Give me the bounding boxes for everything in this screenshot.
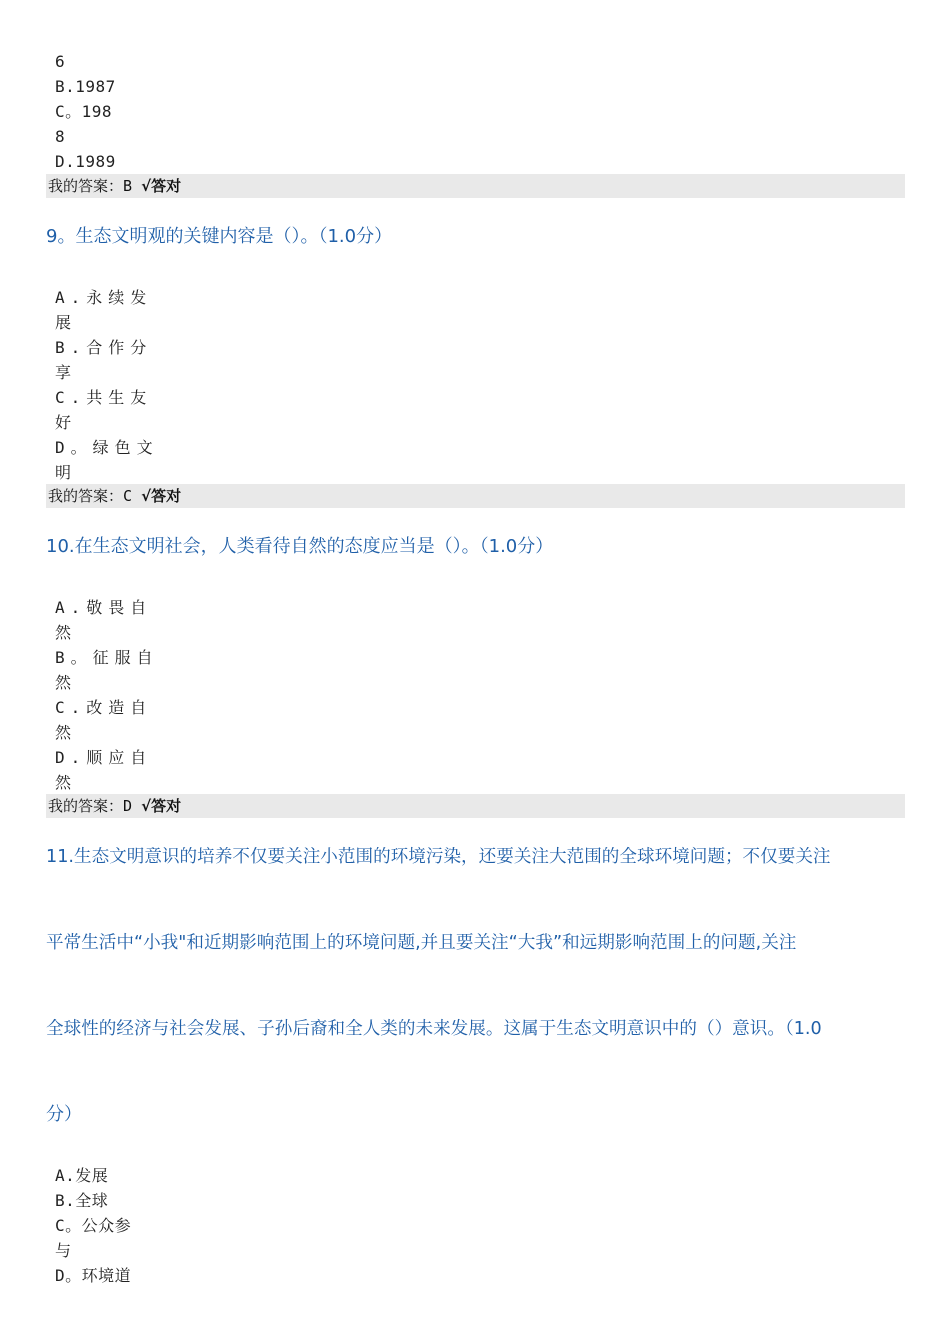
option-line: A.永续发 (55, 288, 153, 307)
question-title-line: 平常生活中“小我"和近期影响范围上的环境问题,并且要关注“大我”和远期影响范围上的问题,关注 (46, 933, 797, 953)
option-line: B.1987 (55, 77, 116, 96)
option-line: 8 (55, 127, 66, 146)
question-title: 9。生态文明观的关键内容是（）。（1.0分） (46, 226, 393, 247)
option-line: A.发展 (55, 1166, 109, 1185)
option-line: C.共生友 (55, 388, 153, 407)
option-line: C.改造自 (55, 698, 153, 717)
answer-label: 我的答案：B (48, 177, 142, 195)
option-line: A.敬畏自 (55, 598, 153, 617)
option-line: C。公众参 (55, 1216, 132, 1235)
my-answer (48, 796, 181, 816)
option-line: B。征服自 (55, 648, 159, 667)
answer-label: 我的答案：D (48, 797, 142, 815)
correct-verdict: √答对 (141, 177, 182, 195)
option-line: D。环境道 (55, 1266, 132, 1285)
option-line: 6 (55, 52, 66, 71)
option-line: D.顺应自 (55, 748, 153, 767)
my-answer (48, 486, 181, 506)
option-line: B.合作分 (55, 338, 153, 357)
option-line: 然 (55, 773, 72, 792)
correct-verdict: √答对 (141, 487, 182, 505)
option-line: 好 (55, 413, 72, 432)
option-line: 享 (55, 363, 72, 382)
option-line: 然 (55, 723, 72, 742)
option-line: D.1989 (55, 152, 116, 171)
option-line: B.全球 (55, 1191, 109, 1210)
option-line: C。198 (55, 102, 113, 121)
option-line: 与 (55, 1241, 72, 1260)
answer-bar (46, 794, 905, 818)
option-line: 展 (55, 313, 72, 332)
answer-bar (46, 484, 905, 508)
question-title: 11.生态文明意识的培养不仅要关注小范围的环境污染，还要关注大范围的全球环境问题；不仅要关注 (46, 847, 831, 867)
question-title: 10.在生态文明社会，人类看待自然的态度应当是（）。（1.0分） (46, 536, 554, 557)
question-title-line: 全球性的经济与社会发展、子孙后裔和全人类的未来发展。这属于生态文明意识中的（）意识。（1.0 (46, 1019, 822, 1039)
option-line: D。绿色文 (55, 438, 159, 457)
option-line: 然 (55, 623, 72, 642)
option-line: 然 (55, 673, 72, 692)
correct-verdict: √答对 (141, 797, 182, 815)
option-line: 明 (55, 463, 72, 482)
answer-label: 我的答案：C (48, 487, 142, 505)
question-title-line: 分） (46, 1104, 82, 1125)
my-answer (48, 176, 181, 196)
answer-bar (46, 174, 905, 198)
